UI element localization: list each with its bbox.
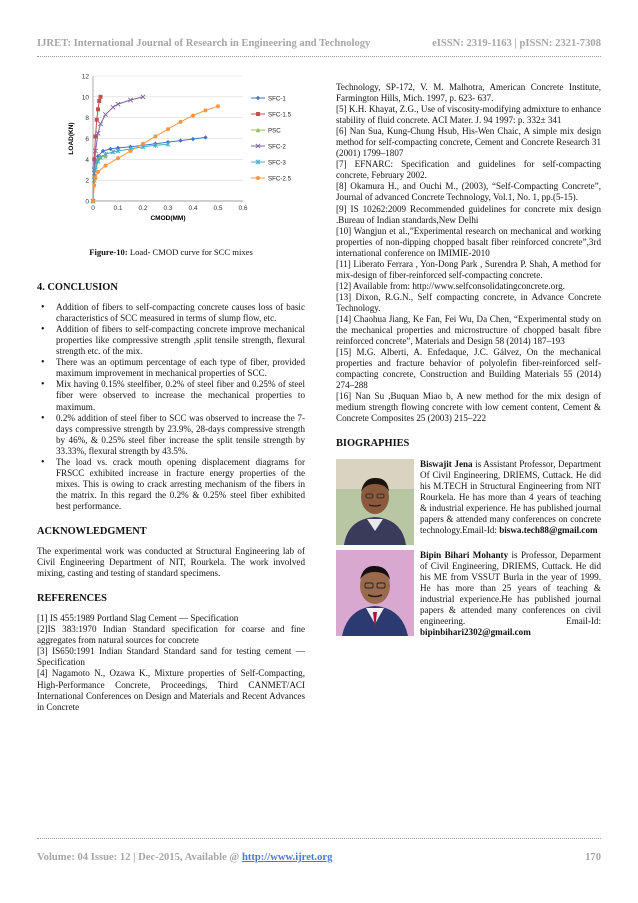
right-column: [336, 82, 601, 638]
reference-item: Technology, SP-172, V. M. Malhotra, American Concrete Institute, Farmington Hills, Mich. 1997, p. 623- 637.: [336, 82, 601, 104]
author-1-name: Biswajit Jena: [420, 458, 473, 469]
legend-label: SFC-2.5: [268, 175, 292, 183]
author-1-text: is Assistant Professor, Department Of Civil Engineering, DRIEMS, Cuttack. He did his M.TECH in Structural Engineering from NIT Rourkela. He has more than 4 years of teaching & industrial experience. He has published journal papers & attended many conferences on concrete technology.Email-Id:: [420, 458, 601, 535]
x-tick-label: 0.4: [188, 205, 198, 212]
references-heading: REFERENCES: [37, 593, 107, 605]
journal-link[interactable]: http://www.ijret.org: [241, 852, 333, 863]
data-point: [91, 199, 95, 203]
reference-item: [16] Nan Su ,Buquan Miao b, A new method for the mix design of medium strength flowing concrete with low cement content, Cement & Concrete Composites 25 (2003) 215–222: [336, 391, 601, 424]
footer-volume-text: Volume: 04 Issue: 12 | Dec-2015, Available @: [37, 852, 240, 863]
reference-item: [4] Nagamoto N., Ozawa K., Mixture properties of Self-Compacting, High-Performance Concrete, Proceedings, Third CANMET/ACI International Conferences on Design and Materials and Recent Advances in Concrete: [37, 668, 305, 712]
data-point: [97, 99, 101, 103]
figure-caption-text: Load- CMOD curve for SCC mixes: [127, 247, 253, 257]
y-axis-label: LOAD(KN): [68, 122, 75, 155]
legend-marker: [256, 112, 260, 116]
left-column: [37, 68, 305, 713]
legend-marker: [256, 96, 260, 100]
figure-caption-label: Figure-10:: [89, 247, 128, 257]
reference-item: [7] EFNARC: Specification and guidelines for self-compacting concrete, February 2002.: [336, 159, 601, 181]
data-point: [104, 164, 108, 168]
conclusion-item: • Addition of fibers to self-compacting concrete causes loss of basic characteristics of SCC measured in terms of slump flow, etc.: [37, 302, 305, 324]
data-point: [203, 135, 207, 139]
data-point: [166, 127, 170, 131]
conclusion-item: • The load vs. crack mouth opening displacement diagrams for FRSCC exhibited increase in fracture energy properties of the mixes. This is owing to crack arresting mechanism of the fibers in the matrix. In this regard the 0.2% & 0.25% steel fiber exhibited best performance.: [37, 457, 305, 512]
load-cmod-chart: [65, 68, 305, 238]
data-point: [191, 114, 195, 118]
reference-item: [15] M.G. Alberti, A. Enfedaque, J.C. Gálvez, On the mechanical properties and fracture behavior of polyolefin fiber-reinforced self-compacting concrete, Construction and Building Materials 55 (2014) 274–288: [336, 347, 601, 391]
reference-item: [11] Liberato Ferrara , Yon-Dong Park , Surendra P. Shah, A method for mix-design of fiber-reinforced self-compacting concrete.: [336, 258, 601, 280]
conclusion-heading: 4. CONCLUSION: [37, 282, 118, 294]
data-point: [204, 108, 208, 112]
y-tick-label: 10: [81, 94, 89, 102]
data-point: [129, 149, 133, 153]
biography-2: [336, 550, 601, 638]
x-tick-label: 0.2: [138, 205, 148, 212]
conclusion-item: • Addition of fibers to self-compacting concrete improve mechanical properties like compressive strength ,split tensile strength, flexural strength etc. of the mix.: [37, 324, 305, 357]
x-tick-label: 0.1: [113, 205, 123, 212]
reference-item: [2]IS 383:1970 Indian Standard specification for coarse and fine aggregates from natural sources for concrete: [37, 624, 305, 646]
legend-label: SFC-2: [268, 143, 286, 151]
x-tick-label: 0.5: [213, 205, 223, 212]
legend-label: SFC-1.5: [268, 111, 292, 119]
author-2-text: is Professor, Deparment of Civil Engineering, DRIEMS, Cuttack. He did his ME from VSSUT Burla in the year of 1999. He has more than 25 years of teaching & industrial experience.He has published journal papers & attended many conferences on civil engineering. Email-Id:: [420, 549, 601, 627]
y-tick-label: 0: [85, 198, 89, 206]
data-point: [92, 157, 96, 161]
y-tick-label: 6: [85, 136, 89, 143]
author-photo: [336, 459, 414, 545]
footer-volume: [37, 852, 332, 863]
conclusion-item: • 0.2% addition of steel fiber to SCC was observed to increase the 7-days compressive strength by 23.9%, 28-days compressive strength by 46%, & 0.25% steel fiber increase the split tensile strength by 33.33%, flexural strength by 43.5%.: [37, 413, 305, 457]
reference-item: [8] Okamura H., and Ouchi M., (2003), “Self-Compacting Concrete”, Journal of advanced Concrete Technology, Vol.1, No. 1, pp.(5-15).: [336, 181, 601, 203]
data-point: [116, 156, 120, 160]
data-point: [92, 183, 96, 187]
conclusion-item: • There was an optimum percentage of each type of fiber, provided maximum improvement in mechanical properties of SCC.: [37, 357, 305, 379]
data-point: [96, 107, 100, 111]
data-point: [154, 134, 158, 138]
data-point: [191, 137, 195, 141]
page-header: [37, 38, 601, 49]
legend-label: PSC: [268, 127, 281, 135]
series-line: [93, 137, 206, 201]
y-tick-label: 2: [85, 177, 89, 185]
y-tick-label: 12: [81, 73, 89, 81]
reference-item: [1] IS 455:1989 Portland Slag Cement — Specification: [37, 613, 239, 624]
conclusion-list: [37, 302, 305, 512]
data-point: [216, 104, 220, 108]
header-rule: [37, 56, 601, 57]
y-tick-label: 8: [85, 115, 89, 123]
x-tick-label: 0.3: [163, 205, 173, 212]
data-point: [103, 112, 107, 116]
reference-item: [10] Wangjun et al.,”Experimental research on mechanical and working properties of non-dipping chopped basalt fiber reinforced concrete”,3rd international conference on IMIMIE-2010: [336, 225, 601, 258]
reference-item: [14] Chaohua Jiang, Ke Fan, Fei Wu, Da Chen, “Experimental study on the mechanical properties and microstructure of chopped basalt fibre reinforced concrete”, Materials and Design 58 (2014) 187–193: [336, 313, 601, 347]
acknowledgment-text: The experimental work was conducted at Structural Engineering lab of Civil Engineering Department of NIT, Rourkela. The work involved mixing, casting and testing of standard specimens.: [37, 546, 305, 579]
data-point: [179, 120, 183, 124]
page-number: 170: [585, 852, 601, 863]
y-tick-label: 4: [85, 156, 89, 164]
data-point: [96, 170, 100, 174]
author-1-email: biswa.tech88@gmail.com: [499, 524, 598, 535]
acknowledgment-heading: ACKNOWLEDGMENT: [37, 525, 147, 537]
data-point: [111, 105, 115, 109]
footer-rule: [37, 838, 601, 839]
x-axis-label: CMOD(MM): [150, 215, 186, 222]
reference-item: [6] Nan Sua, Kung-Chung Hsub, His-Wen Chaic, A simple mix design method for self-compacting concrete, Cement and Concrete Research 31 (2001) 1799–1807: [336, 126, 601, 159]
author-photo: [336, 550, 414, 636]
author-2-name: Bipin Bihari Mohanty: [420, 549, 509, 560]
x-tick-label: 0: [91, 205, 95, 212]
x-tick-label: 0.6: [238, 205, 248, 212]
legend-label: SFC-3: [268, 159, 286, 167]
reference-item: [5] K.H. Khayat, Z.G., Use of viscosity-modifying admixture to enhance stability of fluid concrete. ACI Mater. J. 94 1997: p. 332± 341: [336, 104, 601, 126]
reference-item: [3] IS650:1991 Indian Standard Standard sand for testing cement —Specification: [37, 646, 305, 668]
conclusion-item: • Mix having 0.15% steelfiber, 0.2% of steel fiber and 0.25% of steel fiber were observed to increase the mechanical properties to maximum.: [37, 379, 305, 412]
figure-10: [37, 68, 305, 238]
journal-title: IJRET: International Journal of Research in Engineering and Technology: [37, 38, 371, 49]
issn: eISSN: 2319-1163 | pISSN: 2321-7308: [432, 38, 601, 49]
biography-1: [336, 459, 601, 536]
biographies-heading: BIOGRAPHIES: [336, 438, 410, 450]
figure-caption: [37, 247, 305, 258]
legend-label: SFC-1: [268, 95, 286, 103]
reference-item: [12] Available from: http://www.selfconsolidatingconcrete.org.: [336, 280, 565, 291]
data-point: [95, 118, 99, 122]
data-point: [94, 176, 98, 180]
reference-item: [13] Dixon, R.G.N., Self compacting concrete, in Advance Concrete Technology.: [336, 291, 601, 313]
data-point: [141, 142, 145, 146]
author-2-email: bipinbihari2302@gmail.com: [420, 627, 531, 638]
page-footer: [37, 852, 601, 863]
data-point: [178, 138, 182, 142]
legend-marker: [256, 176, 260, 180]
data-point: [99, 95, 103, 99]
reference-item: [9] IS 10262:2009 Recommended guidelines for concrete mix design .Bureau of Indian standards,New Delhi: [336, 203, 601, 225]
